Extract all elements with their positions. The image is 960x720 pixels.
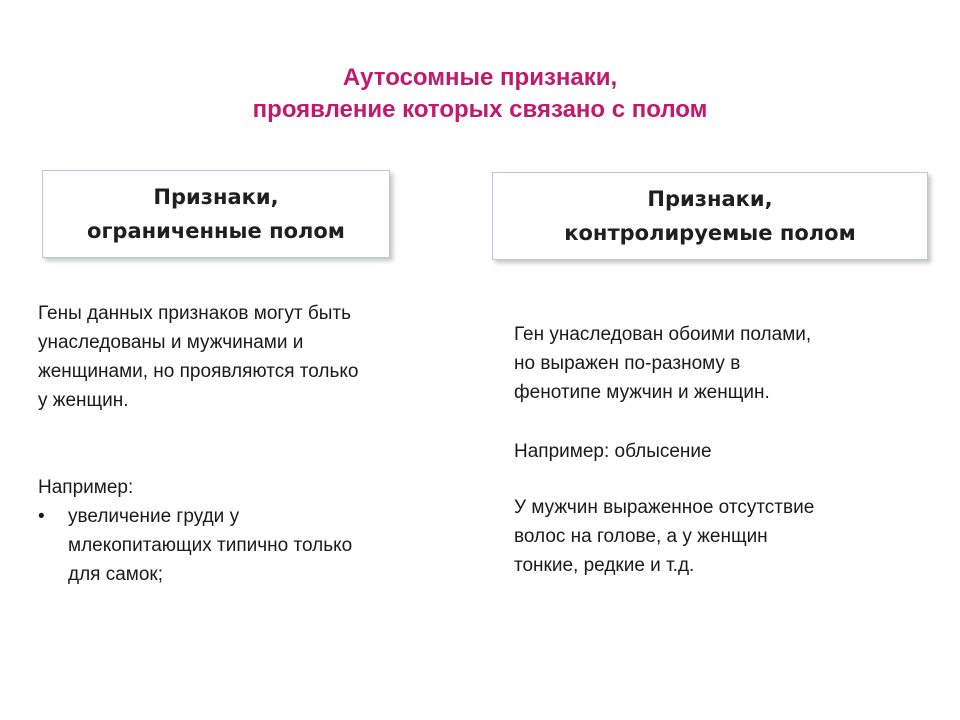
sex-controlled-traits-box (492, 172, 928, 260)
example-item-line: для самок; (68, 564, 164, 585)
description-line: фенотипе мужчин и женщин. (514, 382, 770, 403)
sex-controlled-box-line-1: Признаки, (647, 187, 773, 211)
detail-line: У мужчин выраженное отсутствие (514, 497, 815, 518)
example-label-text: Например: (38, 477, 134, 498)
sex-controlled-detail (514, 493, 814, 580)
slide-title-line-2: проявление которых связано с полом (252, 96, 708, 123)
description-line: у женщин. (38, 390, 129, 411)
description-line: Ген унаследован обоими полами, (514, 324, 812, 345)
detail-line: волос на голове, а у женщин (514, 526, 768, 547)
sex-controlled-description (514, 320, 811, 407)
sex-limited-description (38, 299, 359, 415)
example-text: Например: облысение (514, 441, 712, 462)
sex-controlled-box-line-2: контролируемые полом (564, 221, 856, 245)
sex-limited-box-line-1: Признаки, (153, 185, 279, 209)
description-line: женщинами, но проявляются только (38, 361, 359, 382)
description-line: унаследованы и мужчинами и (38, 332, 304, 353)
sex-limited-example-item (68, 502, 352, 589)
sex-limited-traits-box (42, 170, 390, 258)
sex-limited-box-line-2: ограниченные полом (87, 219, 345, 243)
detail-line: тонкие, редкие и т.д. (514, 555, 695, 576)
slide-title-line-1: Аутосомные признаки, (342, 64, 618, 91)
description-line: Гены данных признаков могут быть (38, 303, 351, 324)
example-item-line: млекопитающих типично только (68, 535, 353, 556)
sex-limited-example-label (38, 473, 133, 502)
sex-controlled-example (514, 437, 712, 466)
slide-title (150, 62, 810, 126)
bullet-icon: • (38, 506, 45, 527)
example-item-line: увеличение груди у (68, 506, 240, 527)
description-line: но выражен по-разному в (514, 353, 741, 374)
